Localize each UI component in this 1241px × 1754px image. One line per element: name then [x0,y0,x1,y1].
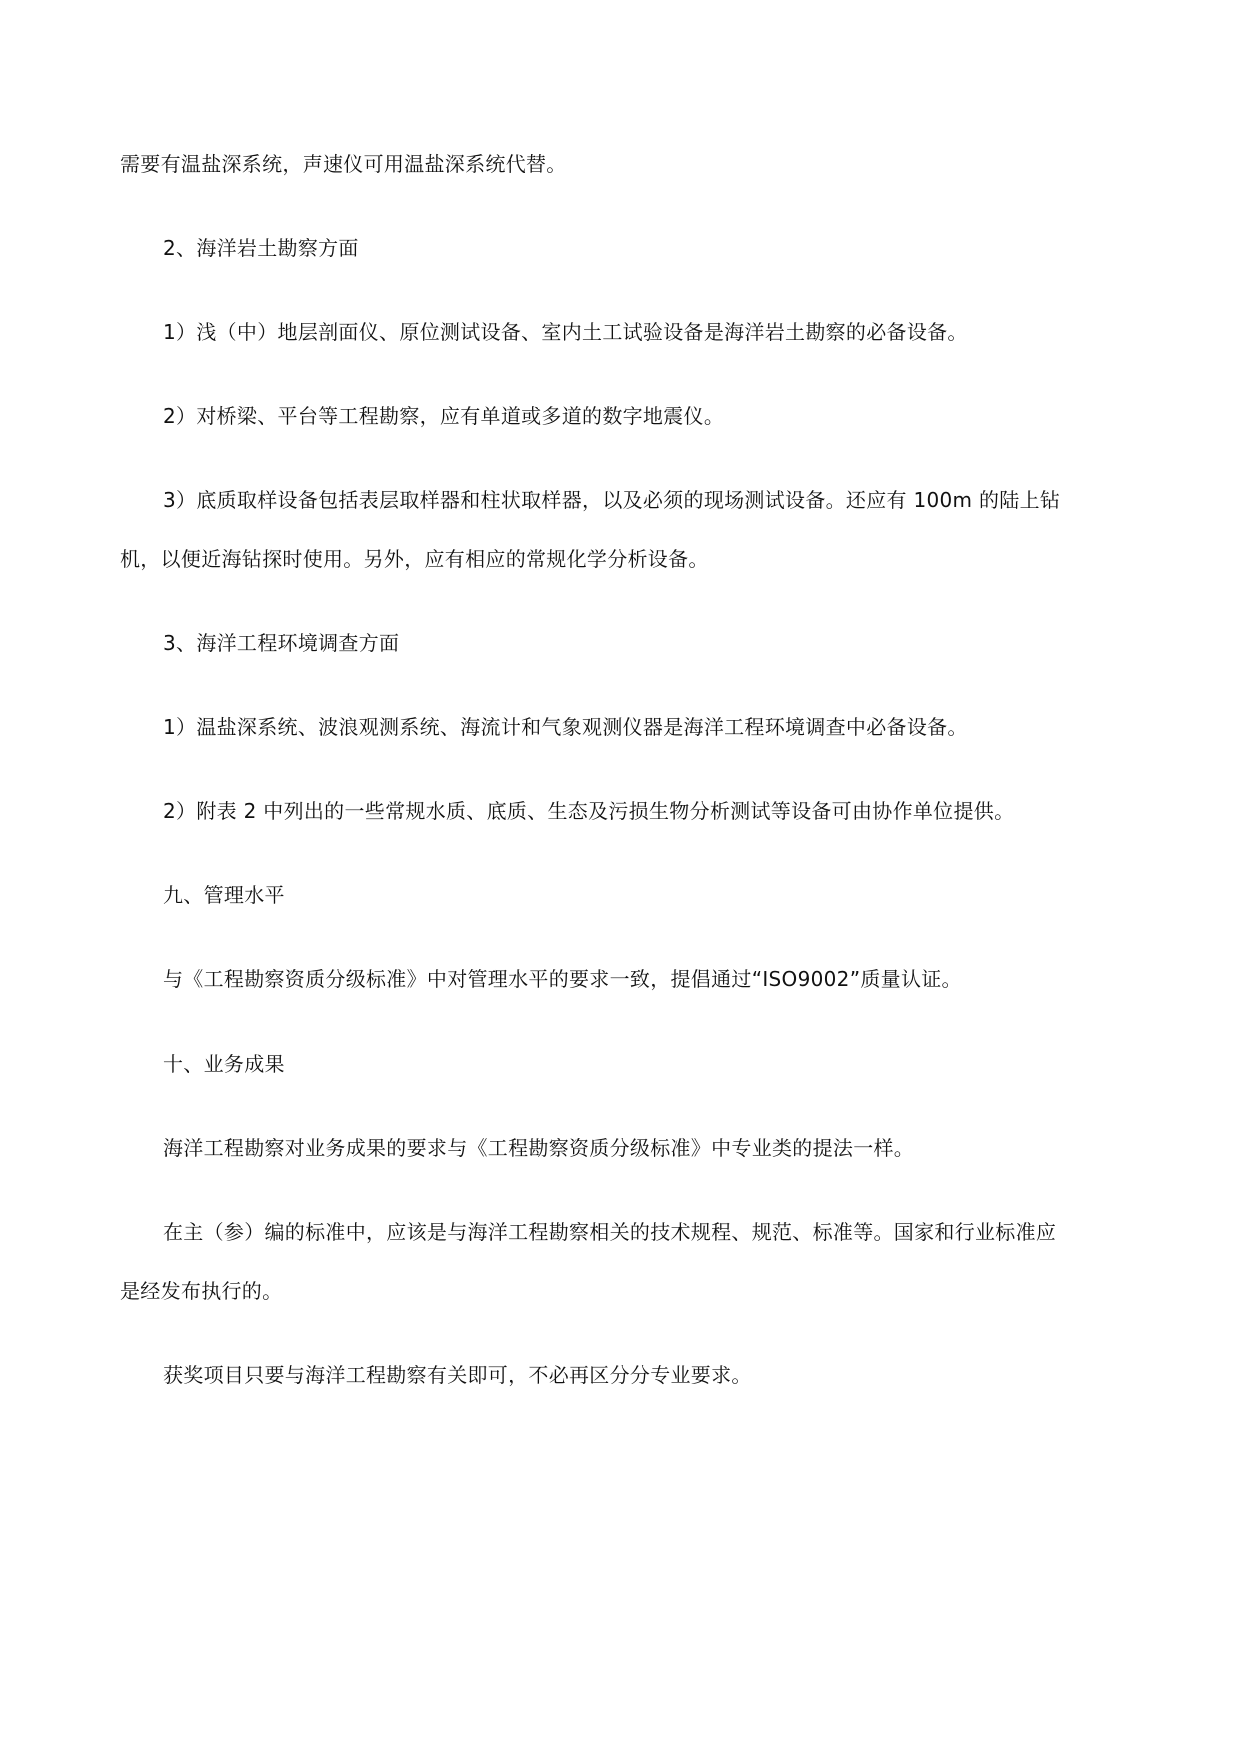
paragraph-line: 在主（参）编的标准中，应该是与海洋工程勘察相关的技术规程、规范、标准等。国家和行业标准应 [163,1220,1057,1244]
paragraph-line: 获奖项目只要与海洋工程勘察有关即可，不必再区分分专业要求。 [163,1363,752,1387]
paragraph-line: 机，以便近海钻探时使用。另外，应有相应的常规化学分析设备。 [120,547,709,571]
paragraph-line: 3）底质取样设备包括表层取样器和柱状取样器，以及必须的现场测试设备。还应有 100m 的陆上钻 [163,488,1061,512]
paragraph-line: 1）浅（中）地层剖面仪、原位测试设备、室内土工试验设备是海洋岩土勘察的必备设备。 [163,320,968,344]
section-heading: 2、海洋岩土勘察方面 [163,236,359,260]
paragraph-line: 是经发布执行的。 [120,1279,283,1303]
paragraph-line: 2）对桥梁、平台等工程勘察，应有单道或多道的数字地震仪。 [163,404,725,428]
paragraph-line: 海洋工程勘察对业务成果的要求与《工程勘察资质分级标准》中专业类的提法一样。 [163,1136,915,1160]
paragraph-line: 需要有温盐深系统，声速仪可用温盐深系统代替。 [120,152,567,176]
paragraph-line: 2）附表 2 中列出的一些常规水质、底质、生态及污损生物分析测试等设备可由协作单位提供。 [163,799,1015,823]
section-heading: 十、业务成果 [163,1052,285,1076]
paragraph-line: 与《工程勘察资质分级标准》中对管理水平的要求一致，提倡通过“ISO9002”质量认证。 [163,967,962,991]
section-heading: 3、海洋工程环境调查方面 [163,631,400,655]
section-heading: 九、管理水平 [163,883,285,907]
paragraph-line: 1）温盐深系统、波浪观测系统、海流计和气象观测仪器是海洋工程环境调查中必备设备。 [163,715,968,739]
